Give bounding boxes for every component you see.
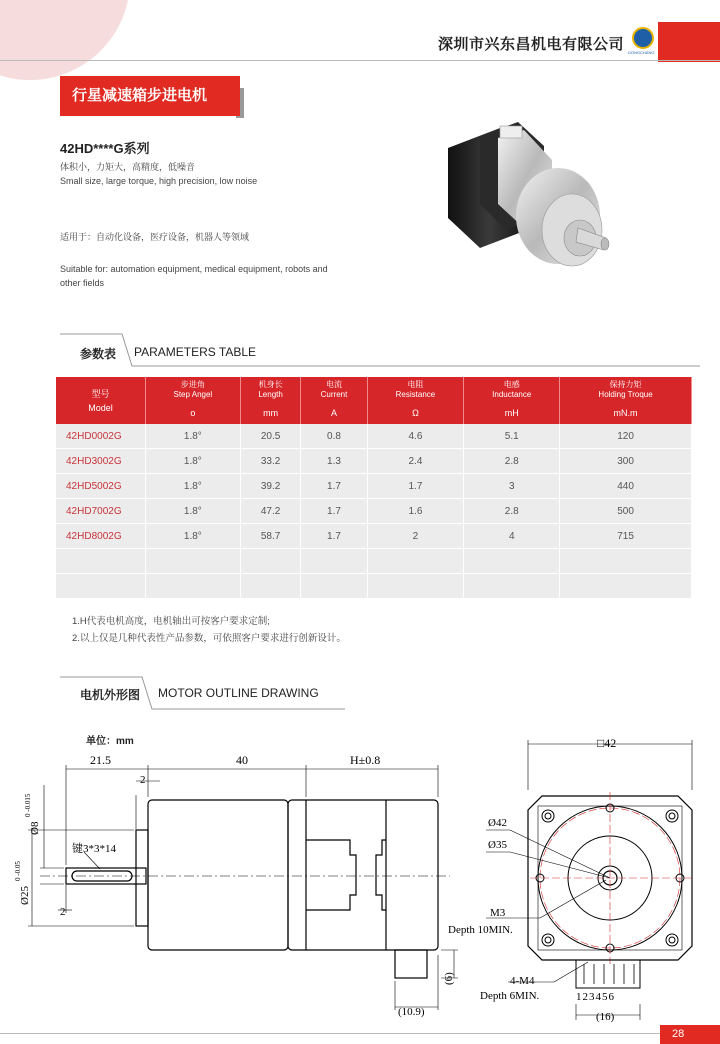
company-name: 深圳市兴东昌机电有限公司 <box>438 36 625 53</box>
footer-divider <box>0 1033 660 1034</box>
dim-16: (16) <box>596 1011 615 1023</box>
application-cn: 适用于：自动化设备，医疗设备，机器人等领域 <box>60 232 250 242</box>
table-row-empty <box>56 549 692 574</box>
note-1: 1.H代表电机高度，电机轴出可按客户要求定制; <box>72 616 270 627</box>
series-name: 42HD****G系列 <box>60 141 150 156</box>
table-row: 42HD5002G 1.8° 39.2 1.7 1.7 3 440 <box>56 474 692 499</box>
dim-2-bottom: 2 <box>60 906 66 918</box>
m3-label: M3 <box>490 907 506 919</box>
front-view-drawing <box>448 730 720 1025</box>
drawing-title-cn: 电机外形图 <box>80 688 141 702</box>
dia-8-tol: 0 -0.015 <box>24 793 32 817</box>
corner-decoration <box>0 0 130 80</box>
header-current: 电流 Current <box>301 377 367 402</box>
m4-label: 4-M4 <box>510 975 535 987</box>
dim-h: H±0.8 <box>350 753 381 767</box>
table-row: 42HD3002G 1.8° 33.2 1.3 2.4 2.8 300 <box>56 449 692 474</box>
parameters-table <box>56 377 692 599</box>
dim-40: 40 <box>236 753 248 767</box>
product-title: 行星减速箱步进电机 <box>60 76 240 116</box>
unit-holding-torque: mN.m <box>560 402 692 424</box>
header-model: 型号 Model <box>56 377 146 424</box>
pcd-42: Ø42 <box>488 817 507 829</box>
params-title-en: PARAMETERS TABLE <box>134 345 257 359</box>
drawing-title-en: MOTOR OUTLINE DRAWING <box>158 686 319 700</box>
unit-length: mm <box>240 402 301 424</box>
header-inductance: 电感 Inductance <box>464 377 560 402</box>
side-view-drawing <box>0 745 460 1025</box>
m4-depth: Depth 6MIN. <box>480 990 540 1002</box>
unit-step-angle: o <box>146 402 241 424</box>
header-step-angle: 步进角 Step Angel <box>146 377 241 402</box>
dim-6: (6) <box>443 972 455 985</box>
pcd-35: Ø35 <box>488 839 507 851</box>
dim-10-9: (10.9) <box>398 1006 425 1018</box>
table-row: 42HD0002G 1.8° 20.5 0.8 4.6 5.1 120 <box>56 424 692 449</box>
params-title-cn: 参数表 <box>80 347 117 361</box>
unit-inductance: mH <box>464 402 560 424</box>
table-notes <box>72 613 346 647</box>
dia-8: Ø8 <box>29 821 41 835</box>
page-number: 28 <box>660 1025 720 1044</box>
square-42: □42 <box>597 736 617 750</box>
motor-photo <box>440 118 620 288</box>
table-row: 42HD7002G 1.8° 47.2 1.7 1.6 2.8 500 <box>56 499 692 524</box>
dia-25-tol: 0 -0.05 <box>14 861 22 881</box>
logo-text: DONGCHANG <box>628 50 655 55</box>
header-holding-torque: 保持力矩 Holding Troque <box>560 377 692 402</box>
table-row: 42HD8002G 1.8° 58.7 1.7 2 4 715 <box>56 524 692 549</box>
header-accent-block <box>658 22 720 62</box>
unit-resistance: Ω <box>367 402 464 424</box>
pin-numbers: 123456 <box>576 991 615 1003</box>
unit-label: 单位：mm <box>86 736 134 747</box>
dia-25: Ø25 <box>19 886 31 905</box>
note-2: 2.以上仅是几种代表性产品参数，可依照客户要求进行创新设计。 <box>72 633 346 644</box>
header-length: 机身长 Length <box>240 377 301 402</box>
table-row-empty <box>56 574 692 599</box>
application-en: Suitable for: automation equipment, medical equipment, robots and other fields <box>60 264 328 288</box>
dim-21-5: 21.5 <box>90 753 111 767</box>
dim-2-top: 2 <box>140 774 146 786</box>
features-en: Small size, large torque, high precision, low noise <box>60 176 258 186</box>
header-resistance: 电阻 Resistance <box>367 377 464 402</box>
company-logo <box>632 27 654 49</box>
key-label: 键3*3*14 <box>72 843 116 855</box>
m3-depth: Depth 10MIN. <box>448 924 513 936</box>
header-divider <box>0 60 720 61</box>
unit-current: A <box>301 402 367 424</box>
features-cn: 体积小，力矩大，高精度，低噪音 <box>60 162 196 172</box>
